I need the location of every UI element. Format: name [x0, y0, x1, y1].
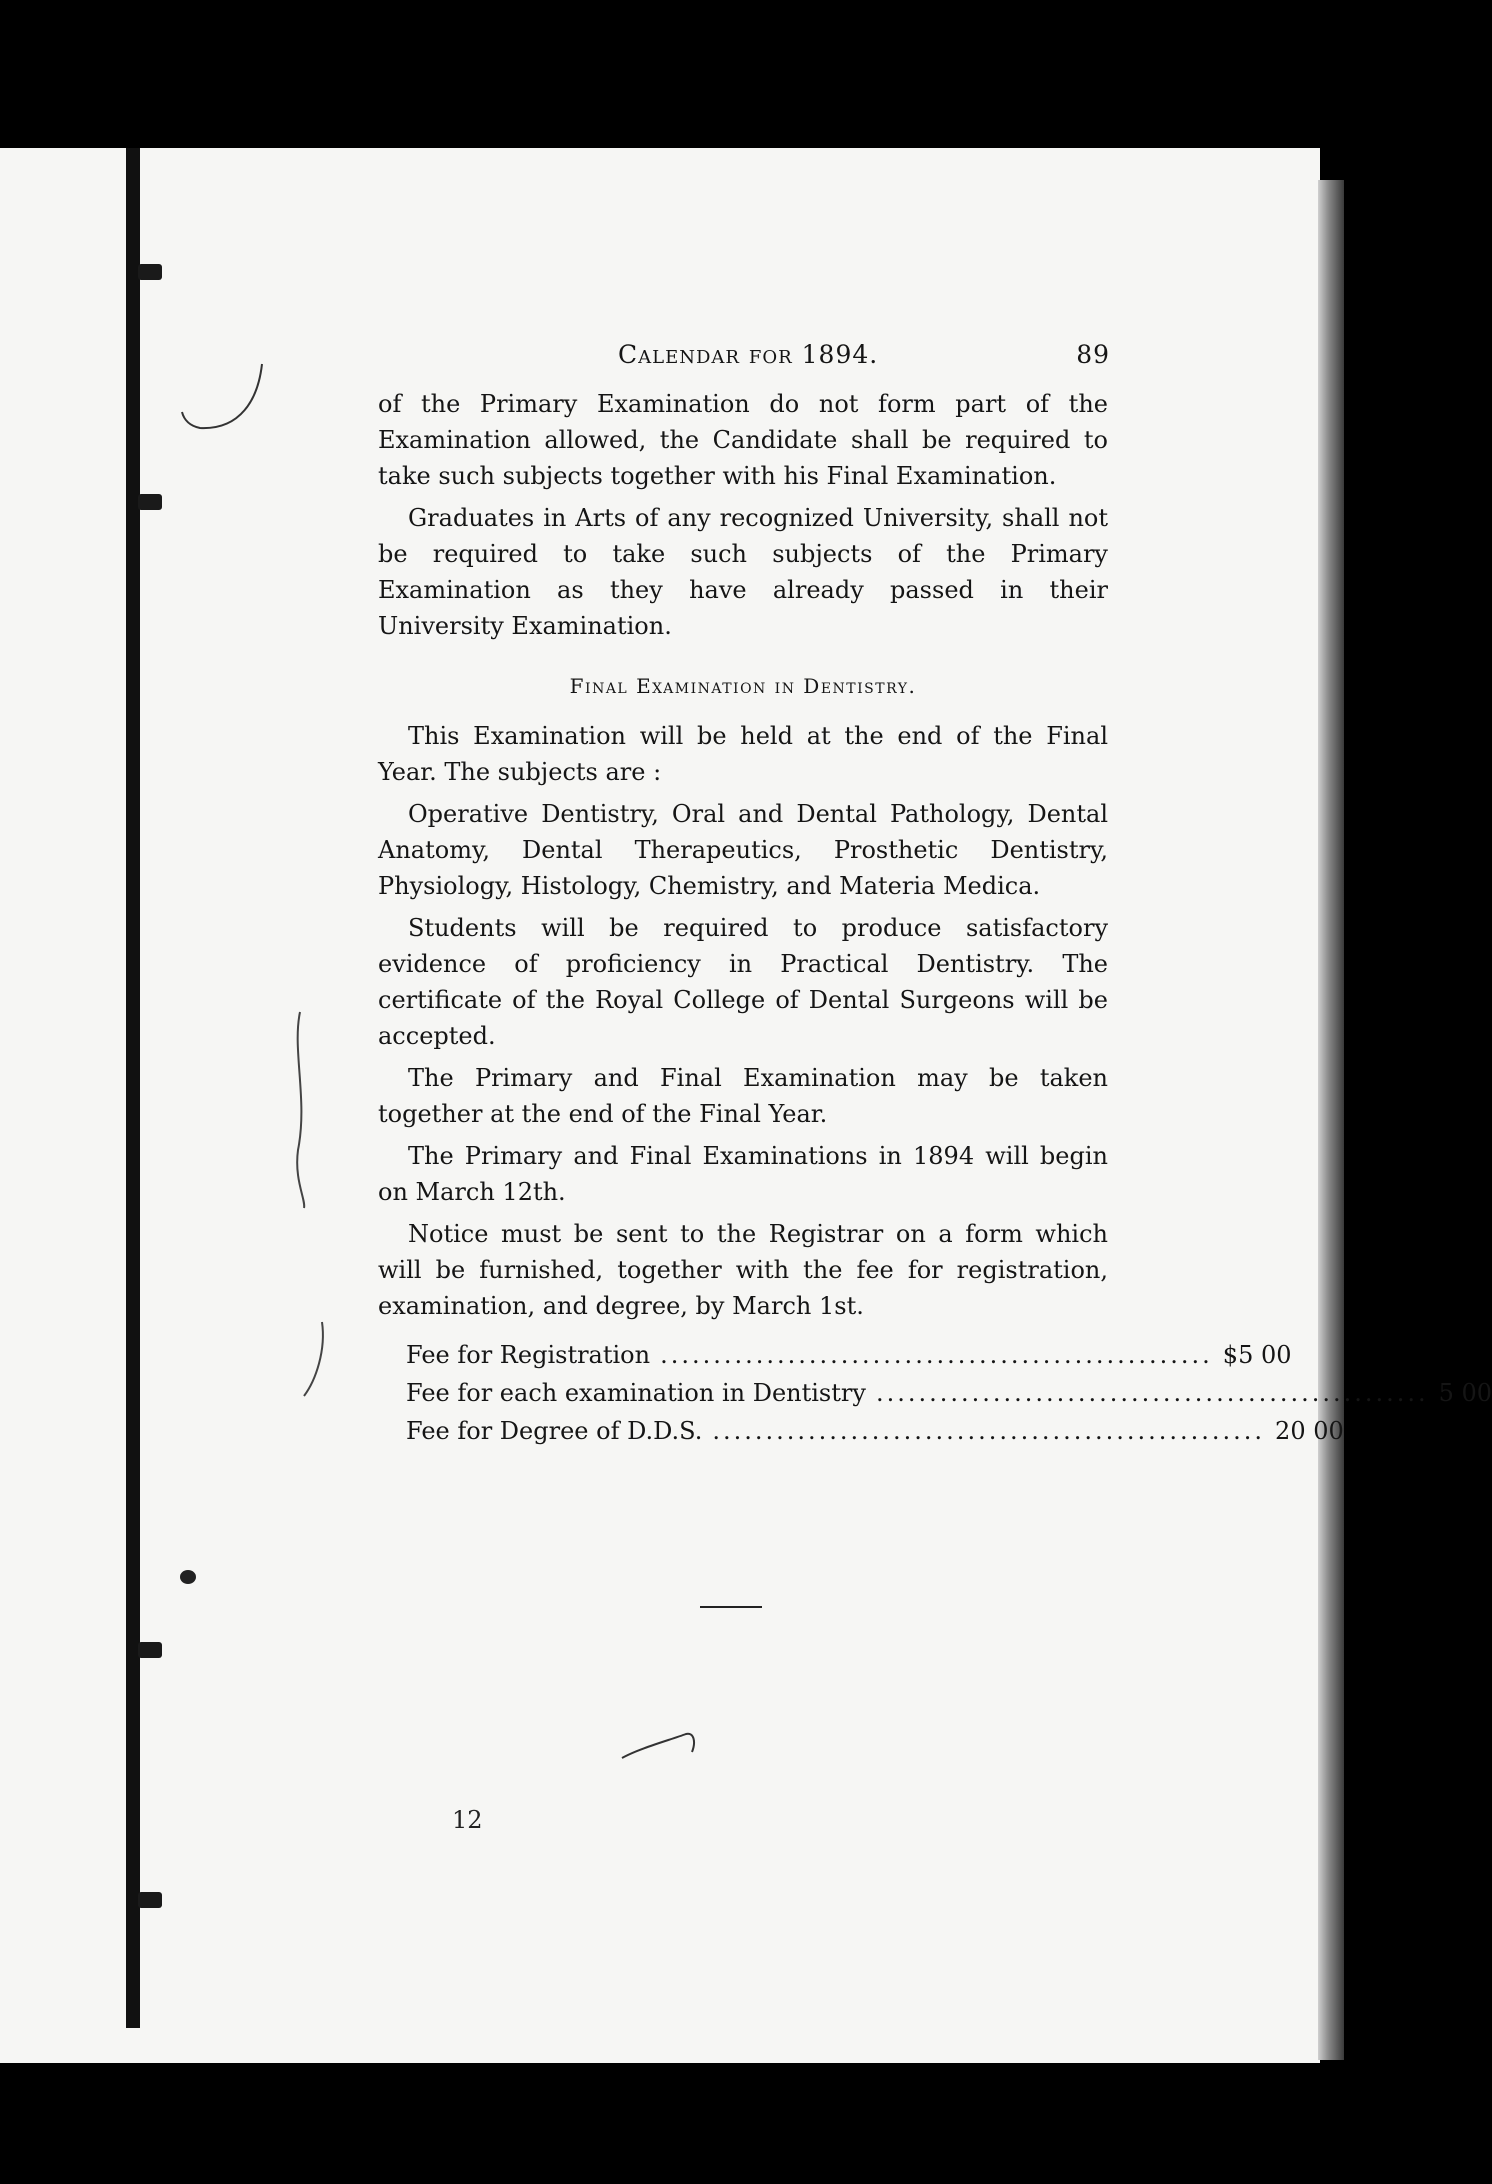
paragraph: of the Primary Examination do not form part of the Examination allowed, the Candidate shall be required to take such subjects together with his Final Examination.: [378, 390, 1108, 490]
paragraph: This Examination will be held at the end of the Final Year. The subjects are :: [378, 722, 1108, 786]
ink-scribble-mark: [290, 1010, 320, 1210]
binding-clip: [138, 1642, 162, 1658]
paragraph: The Primary and Final Examinations in 1894 will begin on March 12th.: [378, 1142, 1108, 1206]
page-number: 89: [1076, 340, 1110, 369]
fee-amount: 5 00: [1438, 1379, 1492, 1407]
paragraph: The Primary and Final Examination may be taken together at the end of the Final Year.: [378, 1064, 1108, 1128]
ink-scribble-mark: [180, 360, 270, 450]
fee-label: Fee for each examination in Dentistry: [406, 1379, 866, 1407]
ink-scribble-mark: [300, 1320, 330, 1400]
fee-row: [406, 1336, 1292, 1374]
page-text-block: [378, 340, 1492, 1450]
dot-leader: ....................................................: [712, 1417, 1266, 1445]
paragraph: Graduates in Arts of any recognized University, shall not be required to take such subjects of the Primary Examination as they have already passed in their University Examination.: [378, 504, 1108, 640]
fee-row: [406, 1412, 1344, 1450]
running-title: Calendar for 1894.: [618, 340, 879, 369]
binding-clip: [138, 1892, 162, 1908]
section-end-rule: [700, 1606, 762, 1608]
fee-table: [406, 1336, 1492, 1450]
page-edge-shadow: [1318, 180, 1344, 2060]
printer-signature-mark: 12: [452, 1806, 483, 1834]
fee-label: Fee for Registration: [406, 1341, 651, 1369]
paragraph: Operative Dentistry, Oral and Dental Pathology, Dental Anatomy, Dental Therapeutics, Prosthetic Dentistry, Physiology, Histology, Chemistry, and Materia Medica.: [378, 800, 1108, 900]
binding-clip: [138, 494, 162, 510]
fee-amount: 20 00: [1275, 1417, 1344, 1445]
paragraph: Notice must be sent to the Registrar on a form which will be furnished, together with the fee for registration, examination, and degree, by March 1st.: [378, 1220, 1108, 1320]
running-header: [378, 340, 1108, 386]
dot-leader: ....................................................: [875, 1379, 1429, 1407]
ink-scribble-mark: [620, 1722, 700, 1762]
fee-label: Fee for Degree of D.D.S.: [406, 1417, 703, 1445]
fee-row: [406, 1374, 1492, 1412]
dot-leader: ....................................................: [660, 1341, 1213, 1369]
book-binding-spine: [126, 148, 140, 2028]
ink-blot: [180, 1570, 196, 1584]
paragraph: Students will be required to produce satisfactory evidence of proficiency in Practical Dentistry. The certificate of the Royal College of Dental Surgeons will be accepted.: [378, 914, 1108, 1050]
section-heading: Final Examination in Dentistry.: [569, 674, 917, 698]
binding-clip: [138, 264, 162, 280]
fee-amount: $5 00: [1222, 1341, 1292, 1369]
